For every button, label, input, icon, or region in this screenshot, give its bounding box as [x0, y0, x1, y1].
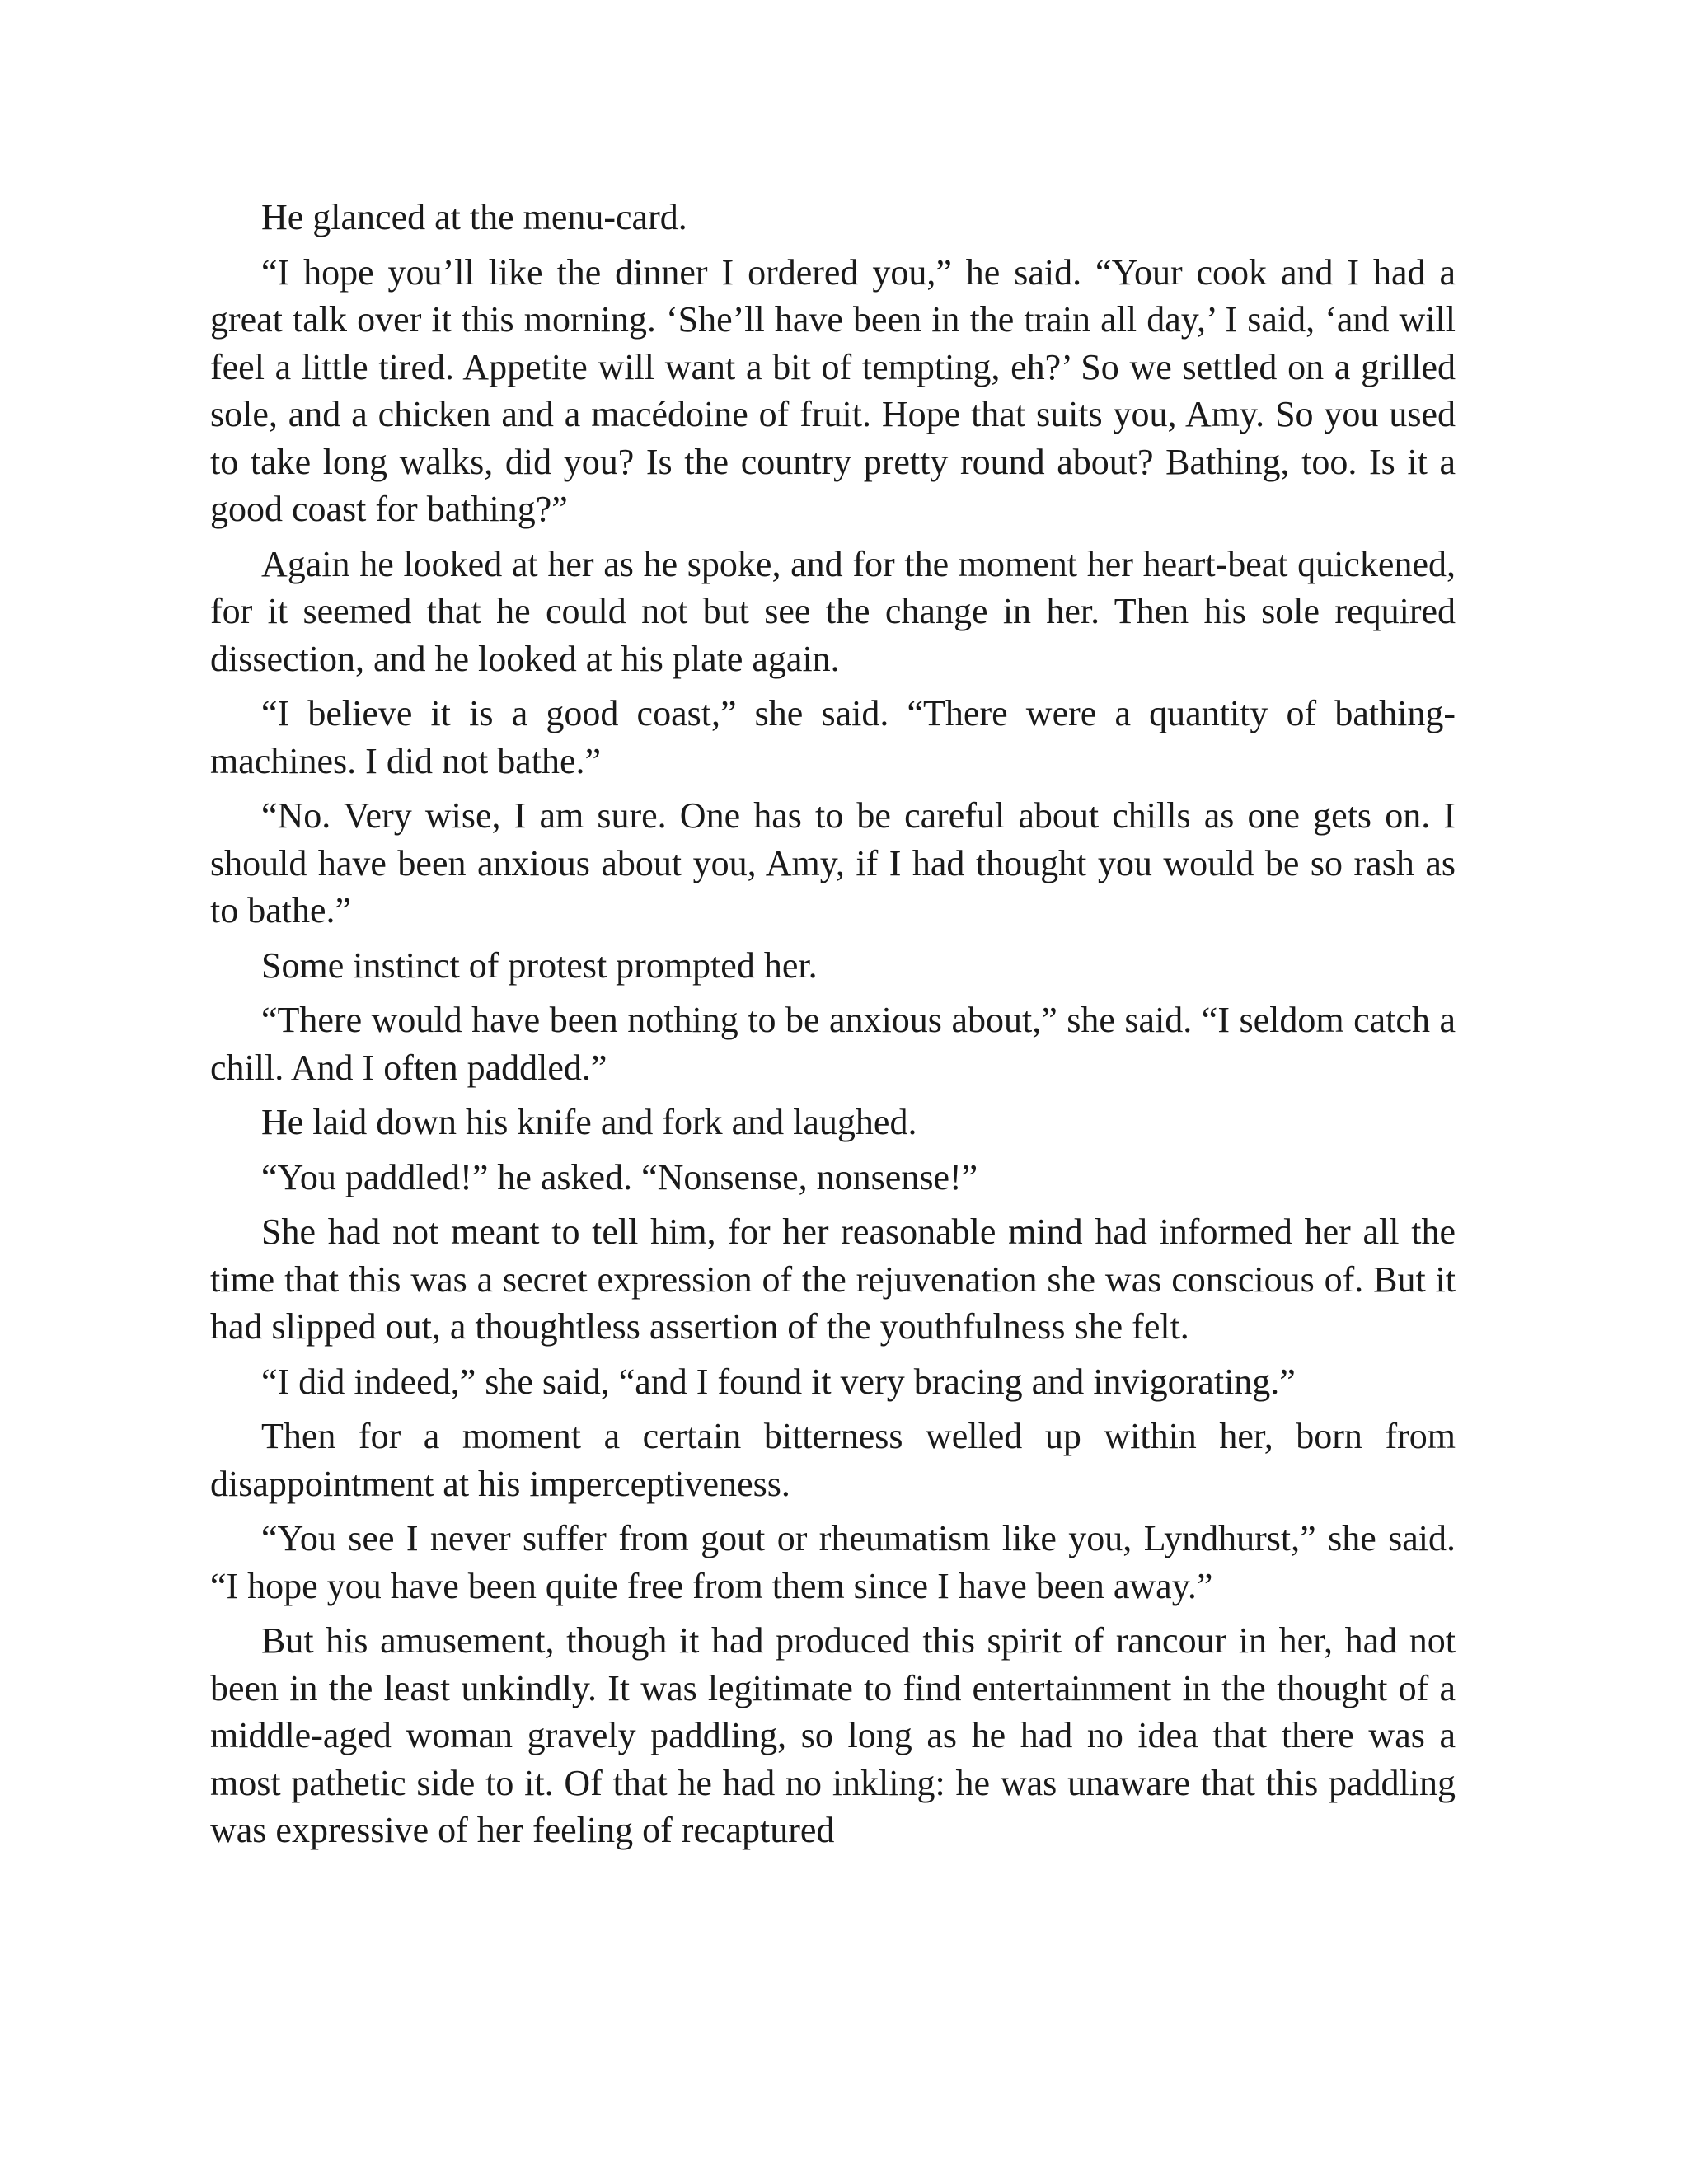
paragraph: “You paddled!” he asked. “Nonsense, nonsense!”: [261, 1156, 978, 1197]
paragraph: “I did indeed,” she said, “and I found it very bracing and invigorating.”: [261, 1361, 1296, 1402]
paragraph: Some instinct of protest prompted her.: [261, 944, 818, 986]
paragraph: “I believe it is a good coast,” she said. “There were a quantity of bathing-machines. I did not bathe.”: [210, 693, 1456, 781]
paragraph: “There would have been nothing to be anxious about,” she said. “I seldom catch a chill. And I often paddled.”: [210, 1000, 1456, 1088]
paragraph: “I hope you’ll like the dinner I ordered you,” he said. “Your cook and I had a great talk over it this morning. ‘She’ll have been in the train all day,’ I said, ‘and will feel a little tired. Appetite will want a bit of tempting, eh?’ So we settled on a grilled sole, and a chicken and a macédoine of fruit. Hope that suits you, Amy. So you used to take long walks, did you? Is the country pretty round about? Bathing, too. Is it a good coast for bathing?”: [210, 251, 1456, 529]
paragraph: Again he looked at her as he spoke, and for the moment her heart-beat quickened, for it seemed that he could not but see the change in her. Then his sole required dissection, and he looked at his plate again.: [210, 543, 1456, 679]
paragraph: He laid down his knife and fork and laughed.: [261, 1102, 917, 1142]
paragraph: He glanced at the menu-card.: [261, 197, 687, 237]
paragraph: Then for a moment a certain bitterness welled up within her, born from disappointment at his imperceptiveness.: [210, 1416, 1456, 1504]
paragraph: But his amusement, though it had produced this spirit of rancour in her, had not been in the least unkindly. It was legitimate to find entertainment in the thought of a middle-aged woman gravely paddling, so long as he had no idea that there was a most pathetic side to it. Of that he had no inkling: he was unaware that this paddling was expressive of her feeling of recaptured: [210, 1620, 1456, 1850]
paragraph: She had not meant to tell him, for her reasonable mind had informed her all the time that this was a secret expression of the rejuvenation she was conscious of. But it had slipped out, a thoughtless assertion of the youthfulness she felt.: [210, 1212, 1456, 1347]
paragraph: “You see I never suffer from gout or rheumatism like you, Lyndhurst,” she said. “I hope you have been quite free from them since I have been away.”: [210, 1518, 1456, 1606]
body-text: [210, 194, 1456, 1854]
paragraph: “No. Very wise, I am sure. One has to be careful about chills as one gets on. I should have been anxious about you, Amy, if I had thought you would be so rash as to bathe.”: [210, 795, 1456, 930]
